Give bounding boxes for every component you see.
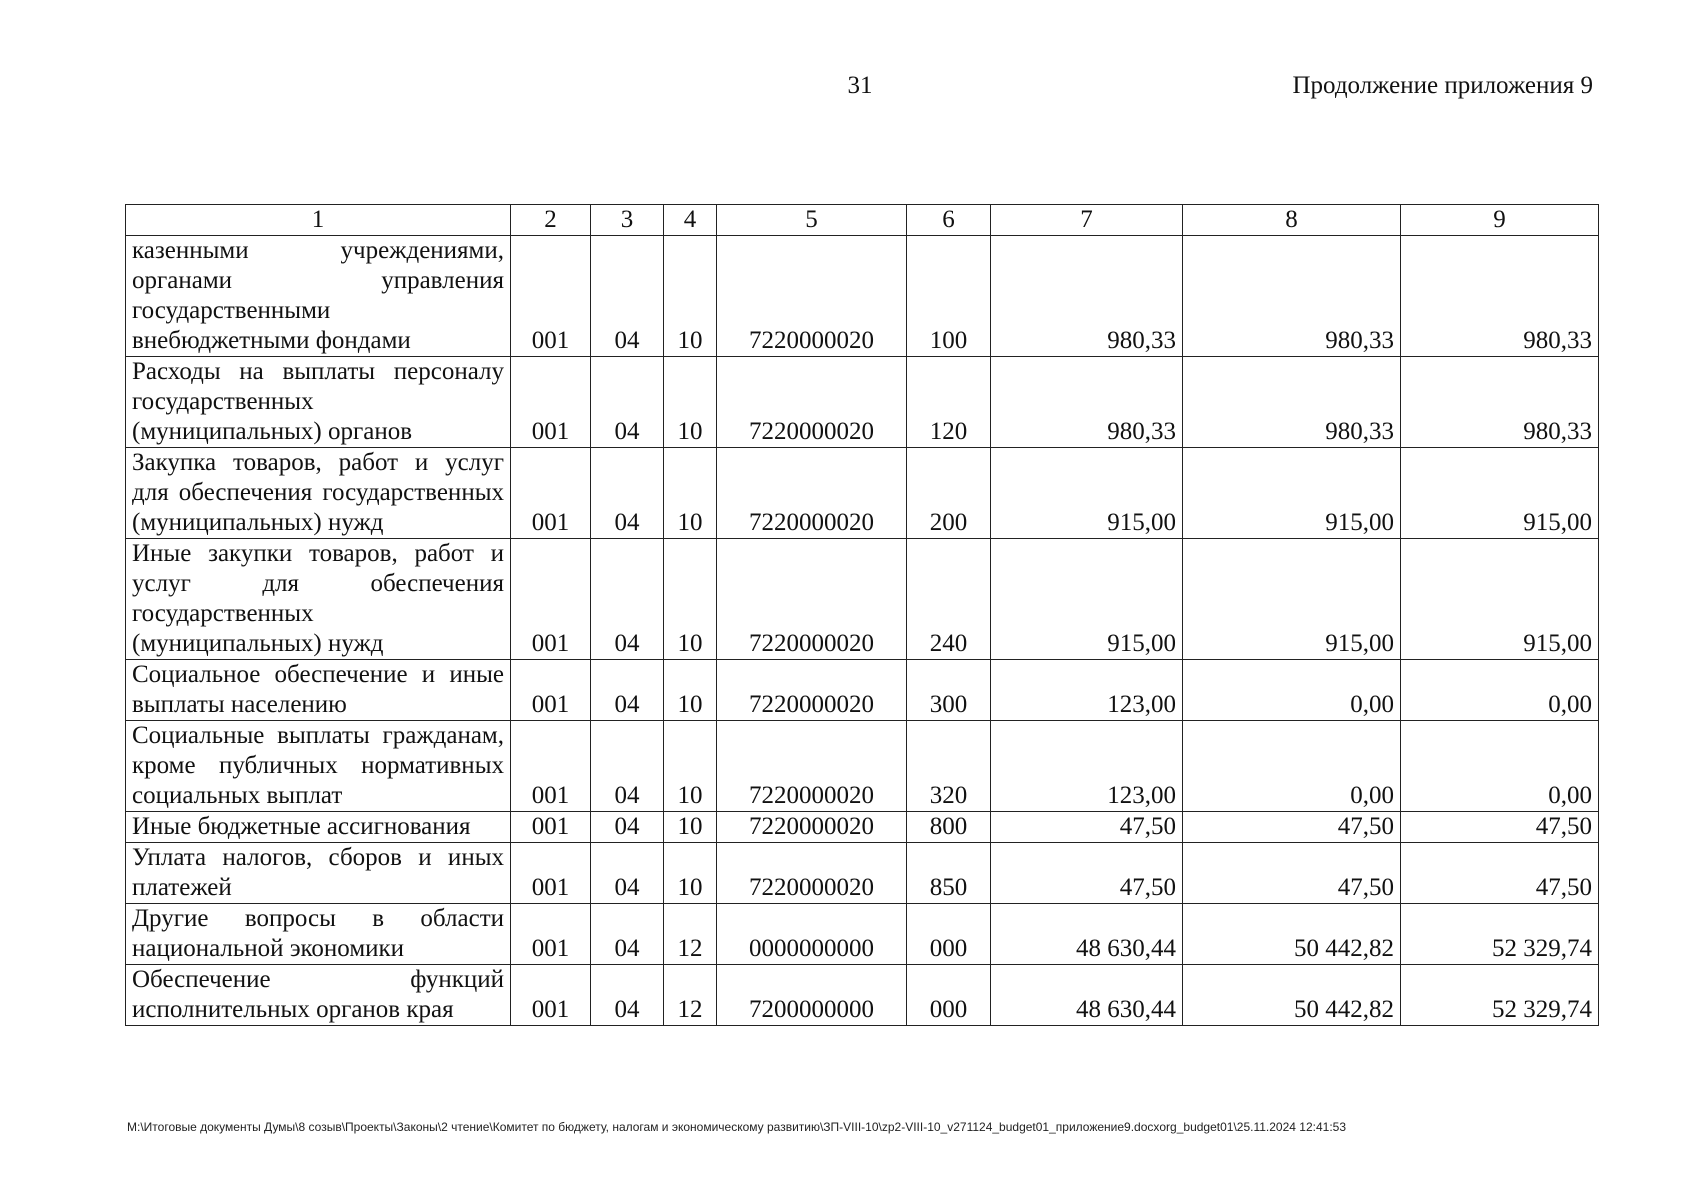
cell-ministry: 001 [511, 448, 591, 539]
cell-amount-7: 47,50 [991, 843, 1183, 904]
cell-subsection: 10 [664, 236, 717, 357]
cell-expense-type: 320 [907, 721, 991, 812]
cell-section: 04 [591, 448, 664, 539]
row-name: Расходы на выплаты персоналу государственных (муниципальных) органов [126, 357, 511, 448]
header-row [126, 205, 1599, 236]
column-header: 1 [126, 205, 511, 236]
cell-subsection: 10 [664, 812, 717, 843]
column-header: 9 [1401, 205, 1599, 236]
cell-amount-7: 980,33 [991, 357, 1183, 448]
cell-amount-9: 915,00 [1401, 539, 1599, 660]
cell-expense-type: 850 [907, 843, 991, 904]
table-row [126, 721, 1599, 812]
cell-amount-7: 123,00 [991, 660, 1183, 721]
cell-ministry: 001 [511, 812, 591, 843]
cell-ministry: 001 [511, 721, 591, 812]
column-header: 3 [591, 205, 664, 236]
cell-target-article: 7220000020 [717, 539, 907, 660]
cell-section: 04 [591, 236, 664, 357]
cell-expense-type: 200 [907, 448, 991, 539]
table-row [126, 448, 1599, 539]
cell-subsection: 12 [664, 904, 717, 965]
cell-section: 04 [591, 721, 664, 812]
cell-target-article: 7220000020 [717, 660, 907, 721]
cell-subsection: 10 [664, 448, 717, 539]
cell-expense-type: 120 [907, 357, 991, 448]
cell-amount-8: 50 442,82 [1183, 965, 1401, 1026]
row-name: Обеспечение функций исполнительных органов края [126, 965, 511, 1026]
cell-amount-9: 0,00 [1401, 721, 1599, 812]
cell-amount-8: 915,00 [1183, 448, 1401, 539]
cell-target-article: 7220000020 [717, 236, 907, 357]
cell-amount-8: 0,00 [1183, 721, 1401, 812]
column-header: 2 [511, 205, 591, 236]
cell-amount-8: 47,50 [1183, 843, 1401, 904]
cell-amount-7: 48 630,44 [991, 904, 1183, 965]
cell-amount-9: 0,00 [1401, 660, 1599, 721]
cell-target-article: 0000000000 [717, 904, 907, 965]
cell-target-article: 7220000020 [717, 448, 907, 539]
cell-section: 04 [591, 357, 664, 448]
cell-subsection: 12 [664, 965, 717, 1026]
cell-amount-7: 980,33 [991, 236, 1183, 357]
cell-subsection: 10 [664, 721, 717, 812]
cell-target-article: 7220000020 [717, 812, 907, 843]
cell-ministry: 001 [511, 539, 591, 660]
cell-amount-7: 915,00 [991, 448, 1183, 539]
cell-target-article: 7220000020 [717, 357, 907, 448]
row-name: казенными учреждениями, органами управления государственными внебюджетными фондами [126, 236, 511, 357]
table-row [126, 660, 1599, 721]
footer-file-path: M:\Итоговые документы Думы\8 созыв\Проекты\Законы\2 чтение\Комитет по бюджету, налогам и экономическому развитию\ЗП-VIII-10\zp2-VIII-10_v271124_budget01_приложение9.docxorg_budget01\25.11.2024 12:41:53 [127, 1120, 1347, 1134]
table-row [126, 904, 1599, 965]
table-row [126, 812, 1599, 843]
column-header: 4 [664, 205, 717, 236]
cell-ministry: 001 [511, 904, 591, 965]
row-name: Социальное обеспечение и иные выплаты населению [126, 660, 511, 721]
page-number: 31 [847, 72, 873, 99]
cell-ministry: 001 [511, 357, 591, 448]
column-header: 5 [717, 205, 907, 236]
cell-expense-type: 000 [907, 965, 991, 1026]
cell-amount-9: 52 329,74 [1401, 965, 1599, 1026]
cell-subsection: 10 [664, 843, 717, 904]
cell-expense-type: 300 [907, 660, 991, 721]
row-name: Другие вопросы в области национальной экономики [126, 904, 511, 965]
cell-amount-8: 980,33 [1183, 357, 1401, 448]
row-name: Уплата налогов, сборов и иных платежей [126, 843, 511, 904]
cell-subsection: 10 [664, 357, 717, 448]
cell-amount-9: 980,33 [1401, 357, 1599, 448]
cell-target-article: 7220000020 [717, 721, 907, 812]
cell-ministry: 001 [511, 843, 591, 904]
cell-amount-7: 47,50 [991, 812, 1183, 843]
cell-section: 04 [591, 843, 664, 904]
cell-amount-8: 0,00 [1183, 660, 1401, 721]
cell-ministry: 001 [511, 965, 591, 1026]
table-row [126, 236, 1599, 357]
cell-ministry: 001 [511, 660, 591, 721]
cell-amount-9: 52 329,74 [1401, 904, 1599, 965]
cell-expense-type: 100 [907, 236, 991, 357]
cell-section: 04 [591, 965, 664, 1026]
cell-subsection: 10 [664, 660, 717, 721]
budget-table [125, 204, 1599, 1026]
cell-target-article: 7200000000 [717, 965, 907, 1026]
table-row [126, 965, 1599, 1026]
cell-amount-7: 48 630,44 [991, 965, 1183, 1026]
cell-amount-7: 123,00 [991, 721, 1183, 812]
cell-amount-8: 50 442,82 [1183, 904, 1401, 965]
row-name: Иные закупки товаров, работ и услуг для обеспечения государственных (муниципальных) нужд [126, 539, 511, 660]
cell-section: 04 [591, 539, 664, 660]
cell-amount-9: 47,50 [1401, 812, 1599, 843]
cell-section: 04 [591, 812, 664, 843]
cell-amount-9: 915,00 [1401, 448, 1599, 539]
table-row [126, 357, 1599, 448]
cell-ministry: 001 [511, 236, 591, 357]
cell-target-article: 7220000020 [717, 843, 907, 904]
table-row [126, 539, 1599, 660]
cell-expense-type: 000 [907, 904, 991, 965]
cell-amount-9: 980,33 [1401, 236, 1599, 357]
cell-expense-type: 800 [907, 812, 991, 843]
cell-amount-8: 980,33 [1183, 236, 1401, 357]
cell-amount-8: 47,50 [1183, 812, 1401, 843]
cell-amount-7: 915,00 [991, 539, 1183, 660]
cell-amount-8: 915,00 [1183, 539, 1401, 660]
column-header: 7 [991, 205, 1183, 236]
row-name: Закупка товаров, работ и услуг для обеспечения государственных (муниципальных) нужд [126, 448, 511, 539]
appendix-title: Продолжение приложения 9 [1292, 72, 1593, 99]
table-row [126, 843, 1599, 904]
cell-section: 04 [591, 904, 664, 965]
column-header: 8 [1183, 205, 1401, 236]
column-header: 6 [907, 205, 991, 236]
row-name: Иные бюджетные ассигнования [126, 812, 511, 843]
cell-subsection: 10 [664, 539, 717, 660]
row-name: Социальные выплаты гражданам, кроме публичных нормативных социальных выплат [126, 721, 511, 812]
cell-amount-9: 47,50 [1401, 843, 1599, 904]
cell-section: 04 [591, 660, 664, 721]
cell-expense-type: 240 [907, 539, 991, 660]
